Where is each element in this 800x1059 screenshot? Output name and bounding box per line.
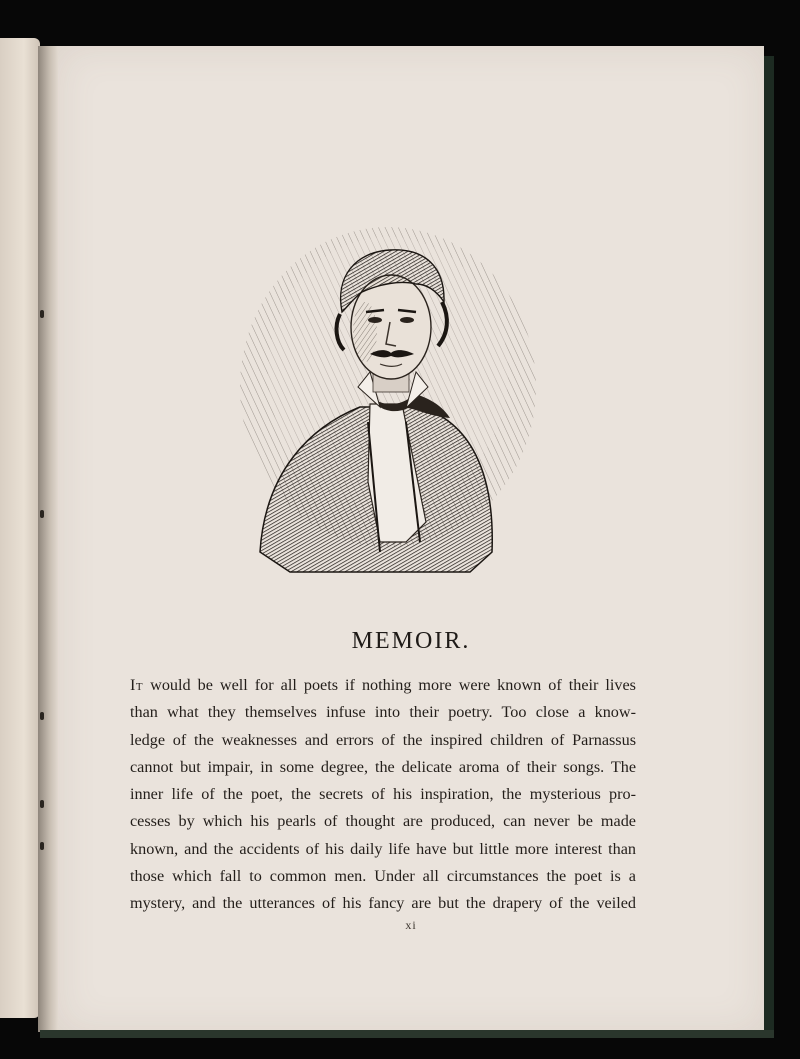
- text-line: those which fall to common men. Under all circumstances the poet is a: [130, 867, 636, 886]
- text-line: mystery, and the utterances of his fancy are but the drapery of the veiled: [130, 894, 636, 913]
- cover-bottom-edge: [40, 1030, 774, 1038]
- text-line: ledge of the weaknesses and errors of the inspired children of Parnassus: [130, 730, 636, 749]
- text-line: cannot but impair, in some degree, the delicate aroma of their songs. The: [130, 757, 636, 776]
- text-line: than what they themselves infuse into their poetry. Too close a know-: [130, 703, 636, 722]
- text-line: cesses by which his pearls of thought are produced, can never be made: [130, 812, 636, 831]
- binding-thread-mark: [40, 842, 44, 850]
- page-number: xi: [405, 918, 417, 932]
- memoir-paragraph: [130, 672, 636, 918]
- gutter-shadow: [38, 46, 60, 1032]
- lead-word: It: [130, 676, 144, 694]
- portrait-engraving: [230, 222, 540, 578]
- left-page-edge: [0, 38, 40, 1018]
- text-line: inner life of the poet, the secrets of his inspiration, the mysterious pro-: [130, 785, 636, 804]
- binding-thread-mark: [40, 510, 44, 518]
- cover-edge: [764, 56, 774, 1036]
- text-line: It would be well for all poets if nothing more were known of their lives: [130, 676, 636, 694]
- binding-thread-mark: [40, 800, 44, 808]
- text-line: known, and the accidents of his daily life have but little more interest than: [130, 839, 636, 858]
- binding-thread-mark: [40, 310, 44, 318]
- chapter-title: MEMOIR.: [351, 628, 471, 654]
- binding-thread-mark: [40, 712, 44, 720]
